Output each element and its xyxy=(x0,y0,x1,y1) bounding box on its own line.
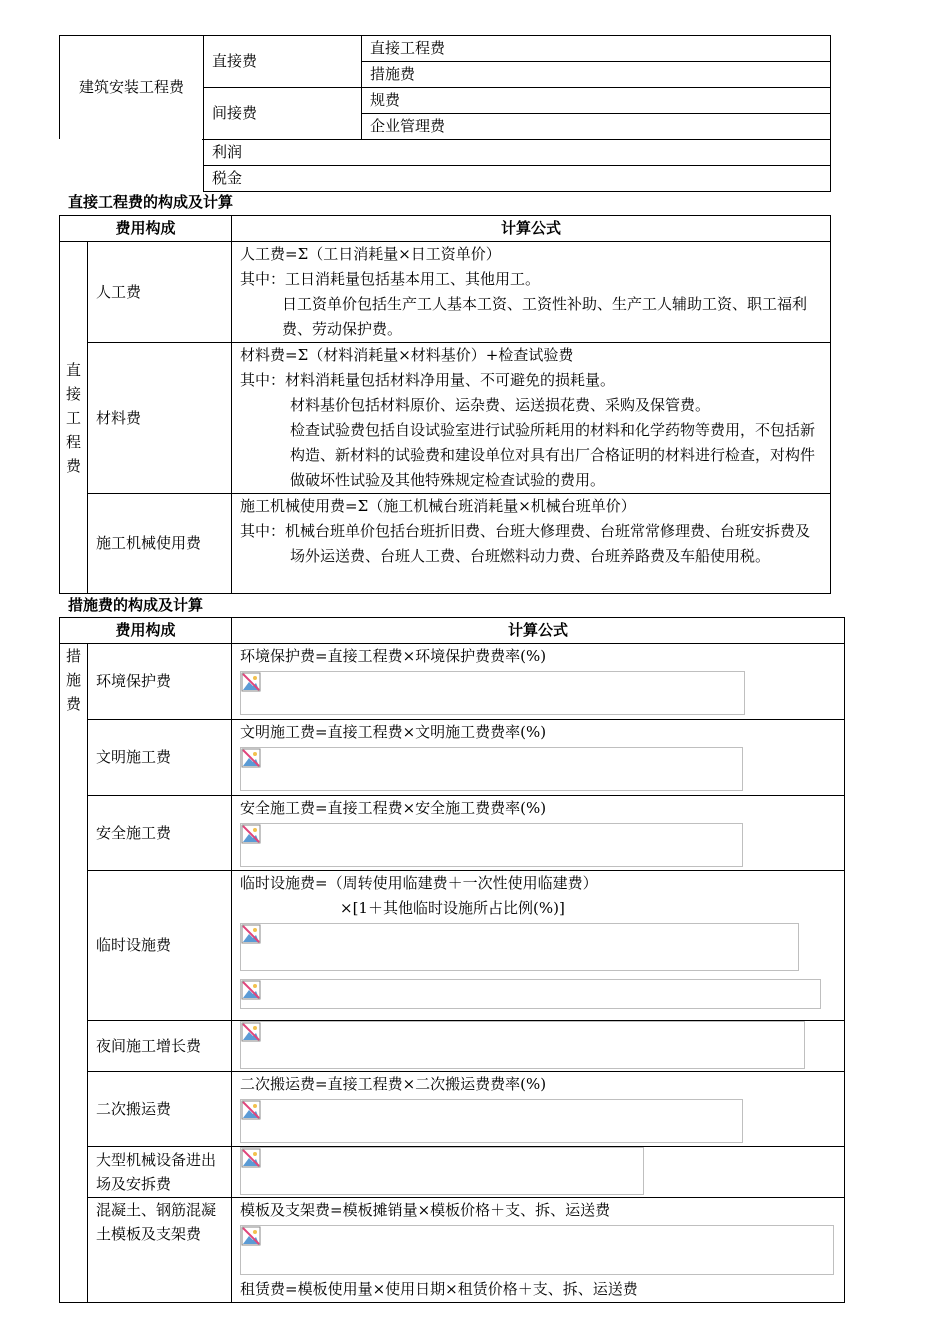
material-cost-name: 材料费 xyxy=(88,343,232,494)
labor-cost-formula xyxy=(232,242,831,343)
formula-line: 日工资单价包括生产工人基本工资、工资性补助、生产工人辅助工资、职工福利费、劳动保护费。 xyxy=(282,295,808,338)
formula-line: 施工机械使用费=Σ（施工机械台班消耗量×机械台班单价） xyxy=(240,497,636,515)
formula-line: 材料基价包括材料原价、运杂费、运送损花费、采购及保管费。 xyxy=(290,396,711,414)
broken-image-icon xyxy=(241,1226,261,1246)
broken-image-icon xyxy=(241,924,261,944)
formula-line: 环境保护费=直接工程费×环境保护费费率(%) xyxy=(240,647,547,665)
formula-image xyxy=(240,923,799,971)
header-composition: 费用构成 xyxy=(60,216,232,242)
broken-image-icon xyxy=(241,824,261,844)
formula-line: 其中：工日消耗量包括基本用工、其他用工。 xyxy=(240,270,541,288)
indirect-cost-cell xyxy=(204,88,362,140)
measure-row-formula xyxy=(232,1198,845,1303)
broken-image-icon xyxy=(241,748,261,768)
indirect-cost-label: 间接费 xyxy=(212,104,258,122)
measure-row-name: 安全施工费 xyxy=(88,796,232,871)
formula-image xyxy=(240,1099,743,1143)
construction-install-cost-label: 建筑安装工程费 xyxy=(78,78,184,96)
header-formula: 计算公式 xyxy=(232,618,845,644)
broken-image-icon xyxy=(241,1148,261,1168)
direct-engineering-group-label: 直 接 工 程 费 xyxy=(60,242,88,594)
formula-line: 材料费=Σ（材料消耗量×材料基价）+检查试验费 xyxy=(240,346,574,364)
measure-row-name: 大型机械设备进出场及安拆费 xyxy=(88,1147,232,1198)
formula-image xyxy=(240,747,743,791)
formula-line: 文明施工费=直接工程费×文明施工费费率(%) xyxy=(240,723,547,741)
management-fee-cell: 企业管理费 xyxy=(362,114,831,140)
machine-cost-name: 施工机械使用费 xyxy=(88,494,232,594)
measure-cost-table xyxy=(59,617,845,1303)
formula-line: 模板及支架费=模板摊销量×模板价格＋支、拆、运送费 xyxy=(240,1201,611,1219)
measure-row-name: 混凝土、钢筋混凝土模板及支架费 xyxy=(88,1198,232,1303)
measure-group-label: 措 施 费 xyxy=(60,644,88,1303)
measure-row-name: 临时设施费 xyxy=(88,871,232,1021)
measure-row-name: 文明施工费 xyxy=(88,720,232,796)
measure-cost-heading: 措施费的构成及计算 xyxy=(68,596,204,614)
measure-row-formula xyxy=(232,720,845,796)
measure-row-formula xyxy=(232,1147,845,1198)
broken-image-icon xyxy=(241,1022,261,1042)
direct-cost-cell xyxy=(204,36,362,88)
direct-engineering-cost-cell: 直接工程费 xyxy=(362,36,831,62)
formula-line: 人工费=Σ（工日消耗量×日工资单价） xyxy=(240,245,501,263)
formula-line: 租赁费=模板使用量×使用日期×租赁价格＋支、拆、运送费 xyxy=(240,1280,638,1298)
formula-line: ×[1＋其他临时设施所占比例(%)] xyxy=(340,899,565,917)
formula-image xyxy=(240,979,821,1009)
formula-line: 安全施工费=直接工程费×安全施工费费率(%) xyxy=(240,799,547,817)
formula-image xyxy=(240,1225,834,1275)
material-cost-formula xyxy=(232,343,831,494)
formula-line: 其中：材料消耗量包括材料净用量、不可避免的损耗量。 xyxy=(240,371,616,389)
measure-row-name: 二次搬运费 xyxy=(88,1072,232,1147)
formula-image xyxy=(240,1021,805,1069)
measure-row-formula xyxy=(232,1021,845,1072)
measure-cost-cell: 措施费 xyxy=(362,62,831,88)
formula-line: 检查试验费包括自设试验室进行试验所耗用的材料和化学药物等费用，不包括新构造、新材料的试验费和建设单位对具有出厂合格证明的材料进行检查，对构件做破坏性试验及其他特殊规定检查试验的费用。 xyxy=(290,421,816,489)
measure-row-formula xyxy=(232,871,845,1021)
tax-cell: 税金 xyxy=(204,166,831,192)
broken-image-icon xyxy=(241,672,261,692)
labor-cost-name: 人工费 xyxy=(88,242,232,343)
machine-cost-formula xyxy=(232,494,831,594)
measure-row-formula xyxy=(232,1072,845,1147)
header-formula: 计算公式 xyxy=(232,216,831,242)
formula-line: 二次搬运费=直接工程费×二次搬运费费率(%) xyxy=(240,1075,547,1093)
measure-row-formula xyxy=(232,644,845,720)
direct-engineering-heading: 直接工程费的构成及计算 xyxy=(68,193,234,211)
regulatory-fee-cell: 规费 xyxy=(362,88,831,114)
measure-row-formula xyxy=(232,796,845,871)
construction-install-cost-cell xyxy=(60,36,204,140)
formula-line: 其中：机械台班单价包括台班折旧费、台班大修理费、台班常常修理费、台班安拆费及场外运送费、台班人工费、台班燃料动力费、台班养路费及车船使用税。 xyxy=(240,522,811,565)
formula-image xyxy=(240,823,743,867)
formula-image xyxy=(240,1147,644,1195)
header-composition: 费用构成 xyxy=(60,618,232,644)
broken-image-icon xyxy=(241,1100,261,1120)
formula-line: 临时设施费=（周转使用临建费＋一次性使用临建费） xyxy=(240,874,598,892)
formula-image xyxy=(240,671,745,715)
broken-image-icon xyxy=(241,980,261,1000)
direct-engineering-table xyxy=(59,215,831,594)
profit-cell: 利润 xyxy=(204,140,831,166)
cost-structure-table xyxy=(59,35,831,192)
direct-cost-label: 直接费 xyxy=(212,52,258,70)
measure-row-name: 环境保护费 xyxy=(88,644,232,720)
measure-row-name: 夜间施工增长费 xyxy=(88,1021,232,1072)
